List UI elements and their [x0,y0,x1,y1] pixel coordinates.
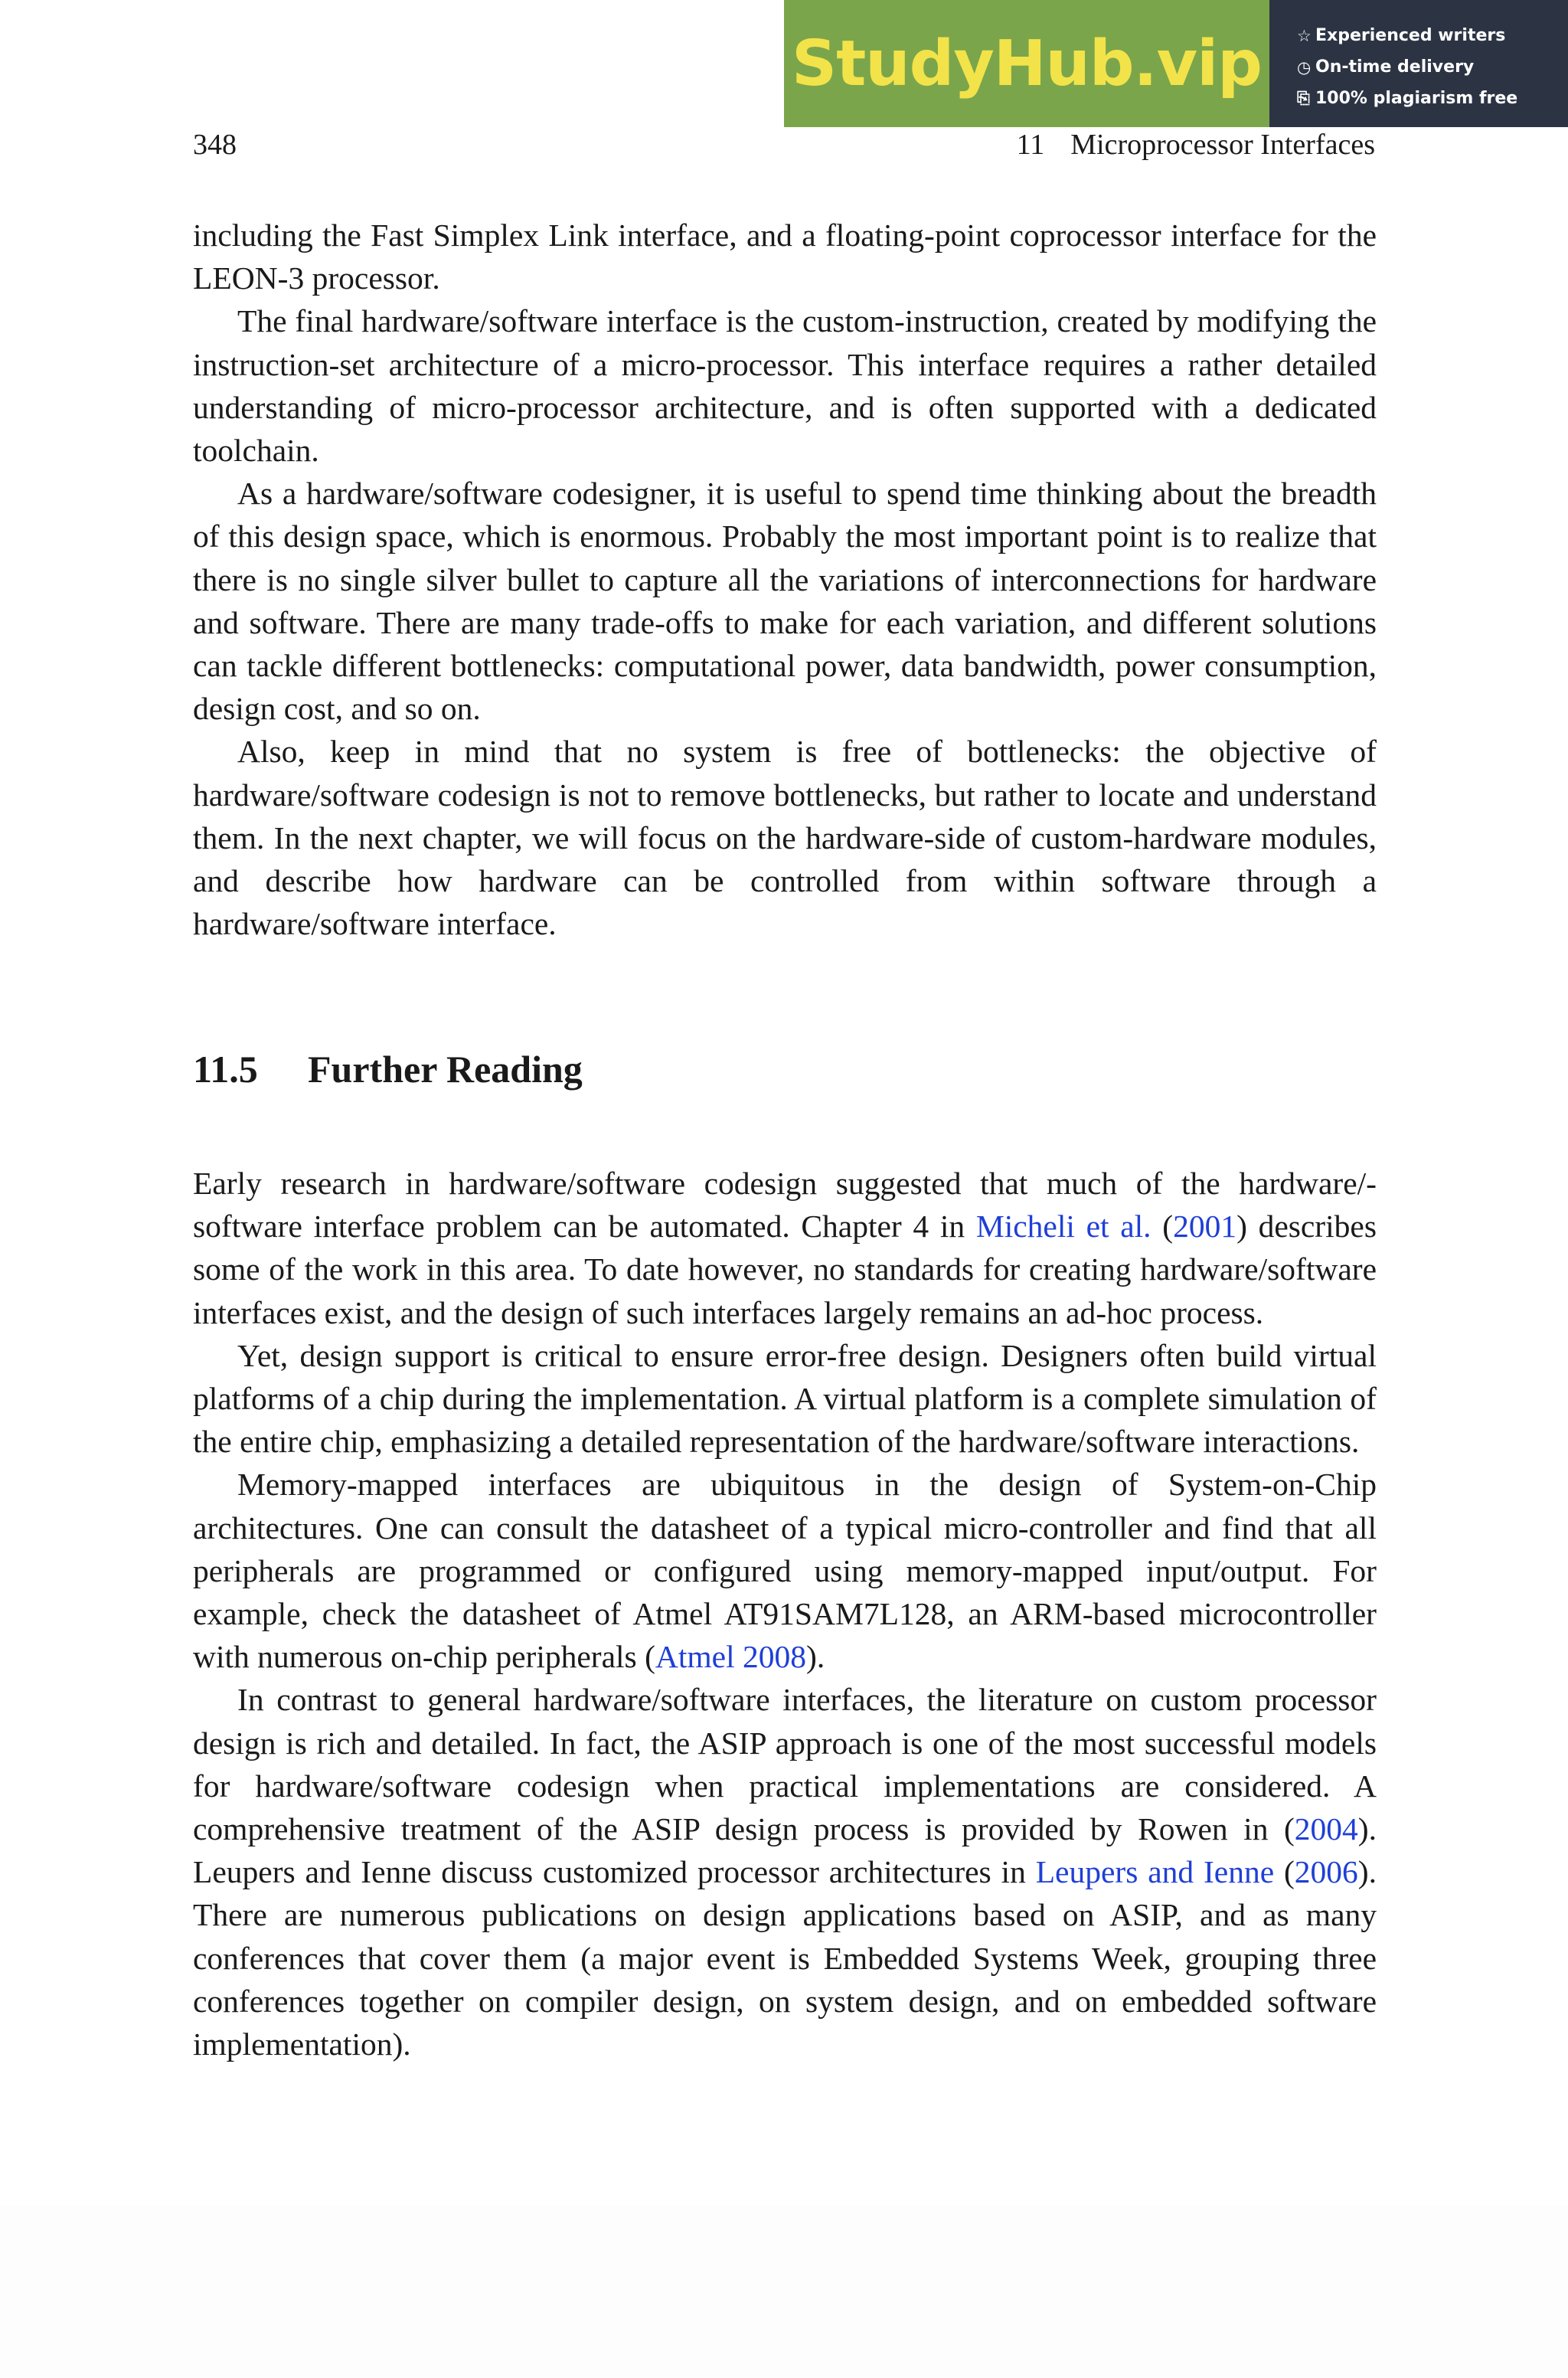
feature-plagiarism-free [1297,83,1568,114]
paragraph: In contrast to general hardware/software interfaces, the literature on custom processor design is rich and detailed. In fact, the ASIP approach is one of the most successful models for hardware/software codesign when practical implementations are considered. A comprehensive treatment of the ASIP design process is provided by Rowen in (2004). Leupers and Ienne discuss customized processor architectures in Leupers and Ienne (2006). There are numerous publications on design applications based on ASIP, and as many conferences that cover them (a major event is Embedded Systems Week, grouping three conferences together on compiler design, on system design, and on embedded software implementation). [193,1682,1377,2062]
section-heading [193,1046,583,1092]
section-number: 11.5 [193,1048,258,1091]
text-run: describes some of the work in this area. To date however, no standards for creating hardware/software interfaces exist, and the design of such interfaces largely remains an ad-hoc process. [193,1209,1377,1330]
feature-experienced-writers [1297,20,1568,51]
paragraph [193,1463,1377,1678]
citation-year-link[interactable]: 2004 [1294,1811,1358,1847]
chapter-number: 11 [1016,129,1045,161]
paragraph: Yet, design support is critical to ensure error-free design. Designers often build virtual platforms of a chip during the implementation. A virtual platform is a complete simulation of the entire chip, emphasizing a detailed representation of the hardware/software interactions. [193,1337,1377,1460]
text-run: ). There are numerous publications on design applications based on ASIP, and as many conferences that cover them (a major event is Embedded Systems Week, grouping three conferences together on compiler design, on system design, and on embedded software implementation). [193,1854,1377,2062]
running-head [1017,127,1375,162]
document-check-icon: ⎘ [1297,89,1310,107]
paragraph: As a hardware/software codesigner, it is useful to spend time thinking about the breadth of this design space, which is enormous. Probably the most important point is to realize that there is no single silver bullet to capture all the variations of interconnections for hardware and software. There are many trade-offs to make for each variation, and different solutions can tackle different bottlenecks: computational power, data bandwidth, power consumption, design cost, and so on. [193,476,1377,727]
chapter-title: Microprocessor Interfaces [1070,129,1375,161]
text-run: Early research in hardware/software codesign suggested that much of the hardware/-software interface problem can be automated. Chapter 4 in [193,1166,1377,1245]
section-title: Further Reading [308,1048,583,1091]
citation-link[interactable]: Atmel 2008 [655,1639,807,1675]
page-bottom-margin [0,2206,1568,2378]
text-run: ). [806,1639,825,1675]
text-run: Memory-mapped interfaces are ubiquitous in the design of System-on-Chip architectures. One can consult the datasheet of a typical micro-controller and find that all peripherals are programmed or configured using memory-mapped input/output. For example, check the datasheet of Atmel AT91SAM7L128, an ARM-based microcontroller with numerous on-chip peripherals ( [193,1467,1377,1675]
citation-year-link[interactable]: 2001 [1173,1209,1237,1245]
citation-link[interactable]: Leupers and Ienne [1035,1854,1275,1890]
text-run: ). Leupers and Ienne discuss customized processor architectures in [193,1811,1377,1890]
citation-link[interactable]: Micheli et al. [975,1209,1152,1245]
citation-year-link[interactable]: 2006 [1294,1854,1358,1890]
paragraph: Also, keep in mind that no system is free of bottlenecks: the objective of hardware/software codesign is not to remove bottlenecks, but rather to locate and understand them. In the next chapter, we will focus on the hardware-side of custom-hardware modules, and describe how hardware can be controlled from within software through a hardware/software interface. [193,734,1377,942]
feature-label: Experienced writers [1315,26,1506,45]
feature-label: On-time delivery [1315,57,1475,77]
paragraph: The final hardware/software interface is the custom-instruction, created by modifying the instruction-set architecture of a micro-processor. This interface requires a rather detailed understanding of micro-processor architecture, and is often supported with a dedicated toolchain. [193,303,1377,469]
text-run: In contrast to general hardware/software interfaces, the literature on custom processor design is rich and detailed. In fact, the ASIP approach is one of the most successful models for hardware/software codesign when practical implementations are considered. A comprehensive treatment of the ASIP design process is provided by Rowen in ( [193,1682,1377,1847]
body-text-top [193,214,1377,945]
ad-banner[interactable] [784,0,1568,127]
feature-on-time-delivery [1297,51,1568,83]
page-number: 348 [193,129,237,161]
brand-logo[interactable]: StudyHub.vip [784,0,1269,127]
body-text-further-reading [193,1162,1377,2066]
banner-features [1269,0,1568,127]
star-icon: ☆ [1297,26,1312,45]
feature-label: 100% plagiarism free [1315,89,1518,108]
clock-icon: ◷ [1297,57,1312,77]
paragraph: Early research in hardware/software codesign suggested that much of the hardware/-software interface problem can be automated. Chapter 4 in Micheli et al. (2001) describes some of the work in this area. To date however, no standards for creating hardware/software interfaces exist, and the design of such interfaces largely remains an ad-hoc process. [193,1166,1377,1330]
paragraph: including the Fast Simplex Link interface, and a floating-point coprocessor interface for the LEON-3 processor. [193,218,1377,296]
